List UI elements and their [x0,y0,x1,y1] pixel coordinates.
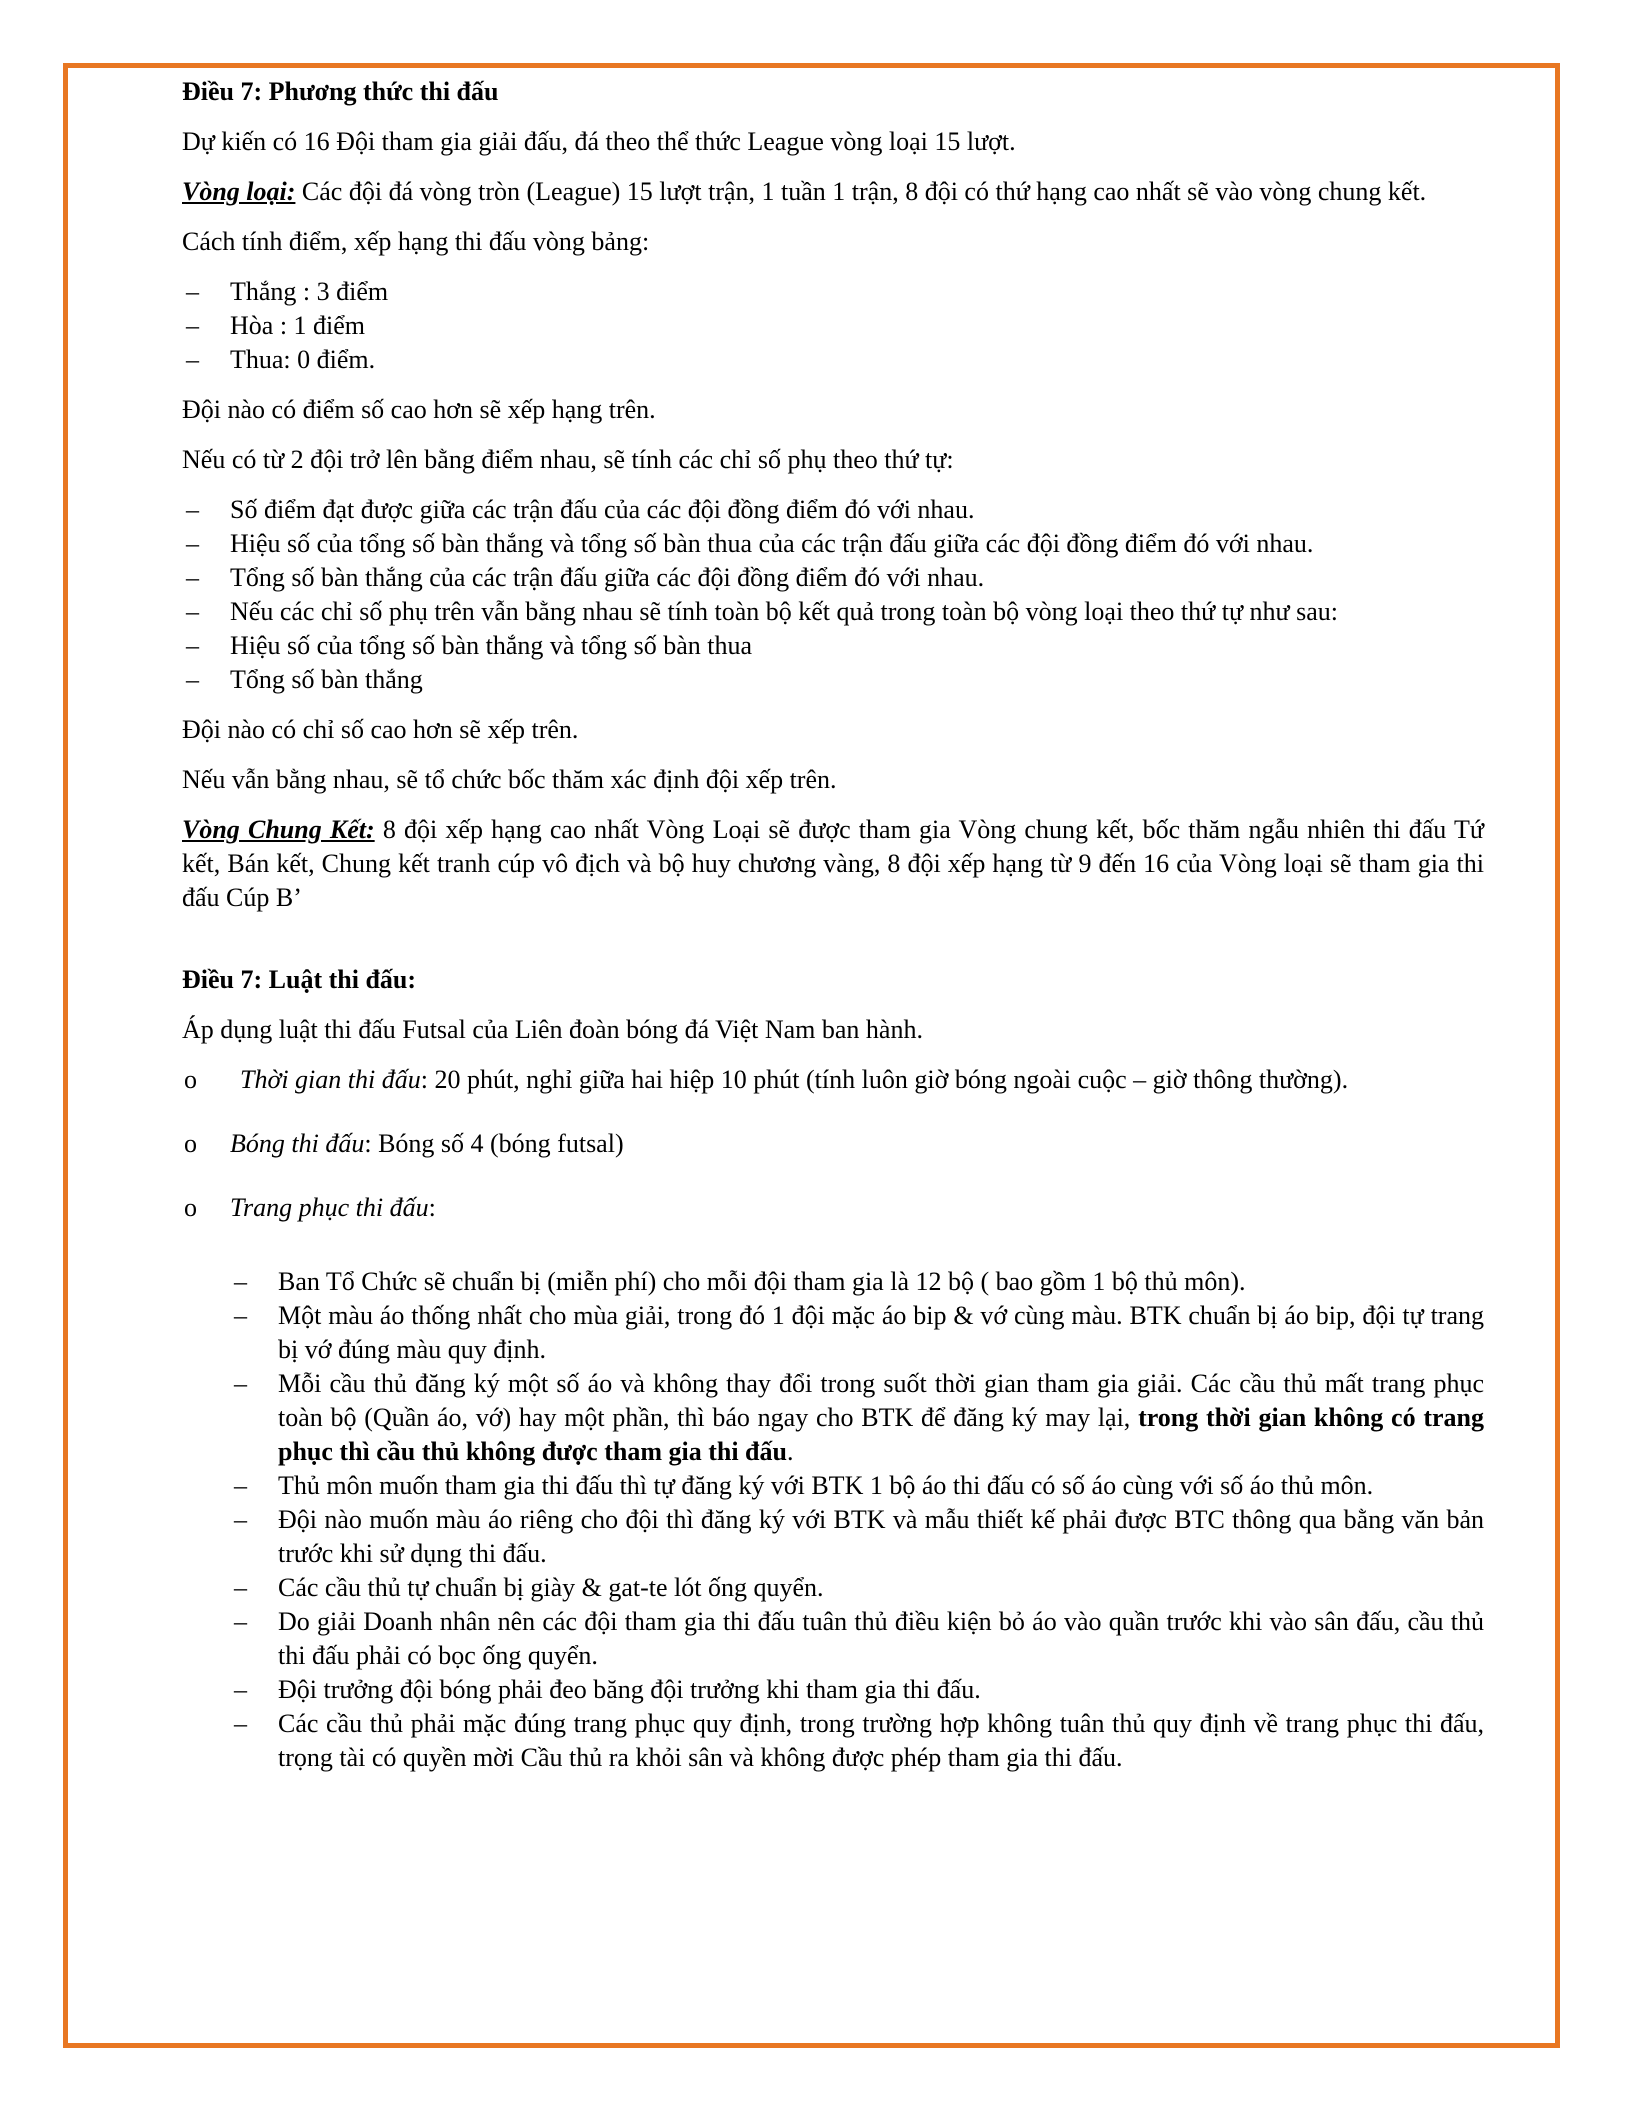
dash-marker: – [186,597,199,626]
spacer [182,1225,1484,1265]
uniform-list [182,1265,1484,1775]
list-item [182,1707,1484,1775]
list-item [182,493,1484,527]
vong-loai-paragraph [182,175,1484,209]
spacer [182,1097,1484,1127]
dash-marker: – [234,1709,247,1738]
list-item-text: Do giải Doanh nhân nên các đội tham gia thi đấu tuân thủ điều kiện bỏ áo vào quần trước khi vào sân đấu, cầu thủ thi đấu phải có bọc ống quyển. [278,1607,1484,1670]
list-item [182,1673,1484,1707]
list-item-text: Thua: 0 điểm. [230,345,376,374]
scoring-list [182,275,1484,377]
ball-label: Bóng thi đấu [230,1129,365,1158]
dash-marker: – [186,277,199,306]
dash-marker: – [234,1573,247,1602]
list-item [182,663,1484,697]
list-item [182,629,1484,663]
list-item-text: Hòa : 1 điểm [230,311,366,340]
list-item-text: Một màu áo thống nhất cho mùa giải, trong đó 1 đội mặc áo bip & vớ cùng màu. BTK chuẩn bị áo bip, đội tự trang bị vớ đúng màu quy định. [278,1301,1484,1364]
list-item [182,1469,1484,1503]
list-item [182,595,1484,629]
dash-marker: – [234,1607,247,1636]
time-item [182,1063,1484,1097]
register-bold-text: trong thời gian không có trang phục thì cầu thủ không được tham gia thi đấu [278,1403,1484,1466]
dash-marker: – [186,631,199,660]
section-heading-format: Điều 7: Phương thức thi đấu [182,77,499,106]
document-body [182,75,1484,1775]
ball-text: : Bóng số 4 (bóng futsal) [364,1129,624,1158]
list-item [182,527,1484,561]
tiebreaker-list [182,493,1484,697]
list-item [182,1605,1484,1673]
dash-marker: – [186,495,199,524]
list-item [182,1265,1484,1299]
list-item [182,1367,1484,1469]
uniform-text: : [428,1193,436,1222]
dash-marker: – [234,1369,247,1398]
dash-marker: – [234,1471,247,1500]
section-heading-rules: Điều 7: Luật thi đấu: [182,965,417,994]
list-item [182,1503,1484,1571]
dash-marker: – [234,1675,247,1704]
list-item-text: Hiệu số của tổng số bàn thắng và tổng số bàn thua [230,631,753,660]
chung-ket-label: Vòng Chung Kết: [182,815,375,844]
list-item [182,309,1484,343]
list-item-text: Ban Tổ Chức sẽ chuẩn bị (miễn phí) cho mỗi đội tham gia là 12 bộ ( bao gồm 1 bộ thủ môn). [278,1267,1246,1296]
draw-rule: Nếu vẫn bằng nhau, sẽ tổ chức bốc thăm xác định đội xếp trên. [182,765,837,794]
time-label: Thời gian thi đấu [240,1065,421,1094]
dash-marker: – [234,1267,247,1296]
dash-marker: – [186,311,199,340]
chung-ket-paragraph [182,813,1484,915]
dash-marker: – [186,665,199,694]
intro-paragraph: Dự kiến có 16 Đội tham gia giải đấu, đá theo thể thức League vòng loại 15 lượt. [182,127,1016,156]
list-item [182,343,1484,377]
list-item-text: Tổng số bàn thắng của các trận đấu giữa các đội đồng điểm đó với nhau. [230,563,985,592]
list-item [182,275,1484,309]
uniform-item [182,1191,1484,1225]
list-item-text: Thắng : 3 điểm [230,277,389,306]
scoring-intro: Cách tính điểm, xếp hạng thi đấu vòng bảng: [182,227,650,256]
list-item-text: Hiệu số của tổng số bàn thắng và tổng số bàn thua của các trận đấu giữa các đội đồng điểm đó với nhau. [230,529,1314,558]
ball-item [182,1127,1484,1161]
vong-loai-label: Vòng loại: [182,177,296,206]
list-item-text: Các cầu thủ phải mặc đúng trang phục quy định, trong trường hợp không tuân thủ quy định về trang phục thi đấu, trọng tài có quyền mời Cầu thủ ra khỏi sân và không được phép tham gia thi đấu. [278,1709,1484,1772]
dash-marker: – [186,529,199,558]
list-item-text: Thủ môn muốn tham gia thi đấu thì tự đăng ký với BTK 1 bộ áo thi đấu có số áo cùng với số áo thủ môn. [278,1471,1374,1500]
list-item-text: Đội nào muốn màu áo riêng cho đội thì đăng ký với BTK và mẫu thiết kế phải được BTC thông qua bằng văn bản trước khi sử dụng thi đấu. [278,1505,1484,1568]
dash-marker: – [186,563,199,592]
dash-marker: – [234,1505,247,1534]
register-end: . [786,1437,794,1466]
uniform-label: Trang phục thi đấu [230,1193,429,1222]
higher-rule: Đội nào có chỉ số cao hơn sẽ xếp trên. [182,715,579,744]
spacer [182,931,1484,963]
dash-marker: – [186,345,199,374]
rank-rule: Đội nào có điểm số cao hơn sẽ xếp hạng trên. [182,395,656,424]
list-item [182,1571,1484,1605]
time-text: : 20 phút, nghỉ giữa hai hiệp 10 phút (tính luôn giờ bóng ngoài cuộc – giờ thông thường). [420,1065,1349,1094]
circle-marker: o [184,1193,197,1222]
vong-loai-text: Các đội đá vòng tròn (League) 15 lượt trận, 1 tuần 1 trận, 8 đội có thứ hạng cao nhất sẽ vào vòng chung kết. [295,177,1427,206]
list-item-text: Tổng số bàn thắng [230,665,423,694]
list-item-text: Số điểm đạt được giữa các trận đấu của các đội đồng điểm đó với nhau. [230,495,975,524]
dash-marker: – [234,1301,247,1330]
list-item-text: Đội trưởng đội bóng phải đeo băng đội trưởng khi tham gia thi đấu. [278,1675,981,1704]
chung-ket-text: 8 đội xếp hạng cao nhất Vòng Loại sẽ được tham gia Vòng chung kết, bốc thăm ngẫu nhiên thi đấu Tứ kết, Bán kết, Chung kết tranh cúp vô địch và bộ huy chương vàng, 8 đội xếp hạng từ 9 đến 16 của Vòng loại sẽ tham gia thi đấu Cúp B’ [182,815,1484,912]
circle-marker: o [184,1129,197,1158]
list-item [182,561,1484,595]
rules-intro: Áp dụng luật thi đấu Futsal của Liên đoàn bóng đá Việt Nam ban hành. [182,1015,923,1044]
register-text: Mỗi cầu thủ đăng ký một số áo và không thay đổi trong suốt thời gian tham gia giải. Các cầu thủ mất trang phục toàn bộ (Quần áo, vớ) hay một phần, thì báo ngay cho BTK để đăng ký may lại, [278,1369,1484,1432]
spacer [182,1161,1484,1191]
tie-intro: Nếu có từ 2 đội trở lên bằng điểm nhau, sẽ tính các chỉ số phụ theo thứ tự: [182,445,954,474]
list-item-text: Nếu các chỉ số phụ trên vẫn bằng nhau sẽ tính toàn bộ kết quả trong toàn bộ vòng loại theo thứ tự như sau: [230,597,1339,626]
circle-marker: o [184,1065,197,1094]
list-item-text: Các cầu thủ tự chuẩn bị giày & gat-te lót ống quyển. [278,1573,824,1602]
list-item [182,1299,1484,1367]
